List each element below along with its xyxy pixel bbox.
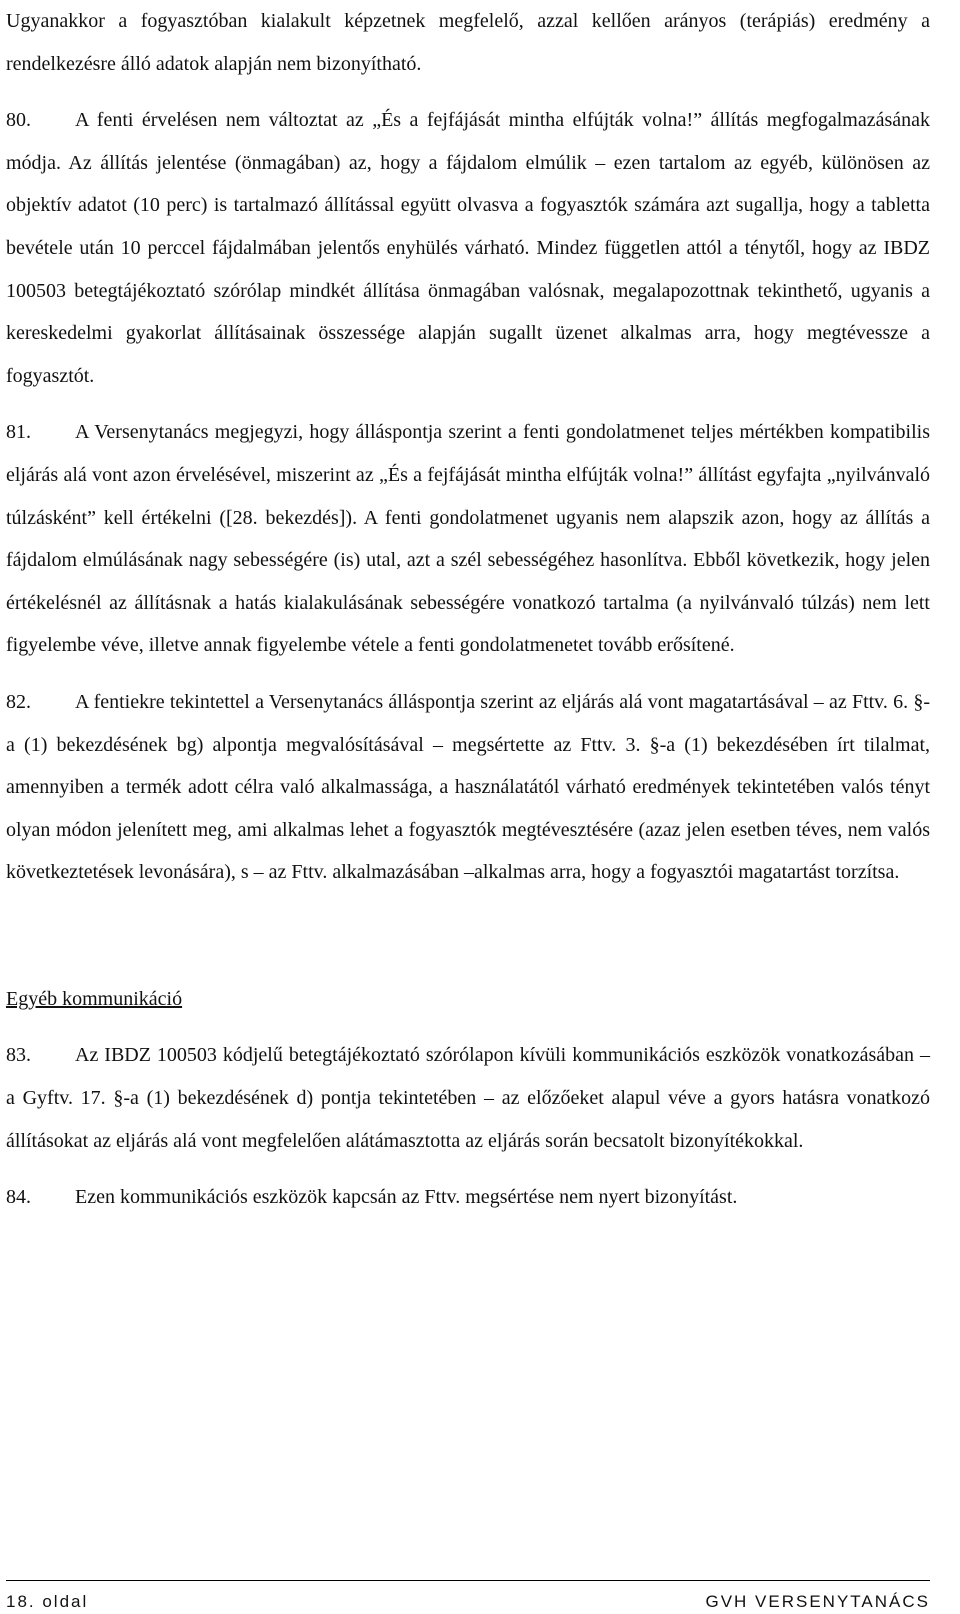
paragraph-text: Az IBDZ 100503 kódjelű betegtájékoztató szórólapon kívüli kommunikációs eszközök vonatkozásában – a Gyftv. 17. §-a (1) bekezdésének d) pontja tekintetében – az előzőeket alapul véve a gyors hatásra vonatkozó állításokat az eljárás alá vont megfelelően alátámasztotta az eljárás során becsatolt bizonyítékokkal. <box>6 1044 930 1152</box>
paragraph-number: 82. <box>6 690 31 713</box>
paragraph-number: 83. <box>6 1044 31 1067</box>
paragraph-80 <box>6 99 930 397</box>
paragraph-number: 81. <box>6 421 31 444</box>
paragraph-intro: Ugyanakkor a fogyasztóban kialakult képzetnek megfelelő, azzal kellően arányos (terápiás) eredmény a rendelkezésre álló adatok alapján nem bizonyítható. <box>6 10 930 75</box>
paragraph-81 <box>6 411 930 667</box>
paragraph-text: Ezen kommunikációs eszközök kapcsán az Fttv. megsértése nem nyert bizonyítást. <box>75 1186 738 1209</box>
paragraph-text: A Versenytanács megjegyzi, hogy álláspontja szerint a fenti gondolatmenet teljes mértékben kompatibilis eljárás alá vont azon érvelésével, miszerint az „És a fejfájását mintha elfújták volna!” állítást egyfajta „nyilvánvaló túlzásként” kell értékelni ([28. bekezdés]). A fenti gondolatmenet ugyanis nem alapszik azon, hogy az állítás a fájdalom elmúlásának nagy sebességére (is) utal, azt a szél sebességéhez hasonlítva. Ebből következik, hogy jelen értékelésnél az állításnak a hatás kialakulásának sebességére vonatkozó tartalma (a nyilvánvaló túlzás) nem lett figyelembe véve, illetve annak figyelembe vétele a fenti gondolatmenetet tovább erősítené. <box>6 421 930 657</box>
paragraph-83 <box>6 1034 930 1162</box>
paragraph-text: A fentiekre tekintettel a Versenytanács álláspontja szerint az eljárás alá vont magatartásával – az Fttv. 6. §-a (1) bekezdésének bg) alpontja megvalósításával – megsértette az Fttv. 3. §-a (1) bekezdésében írt tilalmat, amennyiben a termék adott célra való alkalmassága, a használatától várható eredmények tekintetében valós tényt olyan módon jelenített meg, ami alkalmas lehet a fogyasztók megtévesztésére (azaz jelen esetben téves, nem valós következtetések levonására), s – az Fttv. alkalmazásában –alkalmas arra, hogy a fogyasztói magatartást torzítsa. <box>6 690 930 884</box>
page-number: 18. oldal <box>6 1592 89 1611</box>
paragraph-84 <box>6 1176 930 1219</box>
footer-divider <box>6 1580 930 1581</box>
paragraph-number: 80. <box>6 109 31 132</box>
section-heading: Egyéb kommunikáció <box>6 987 183 1010</box>
page-footer <box>6 1590 930 1614</box>
paragraph-text: A fenti érvelésen nem változtat az „És a fejfájását mintha elfújták volna!” állítás megfogalmazásának módja. Az állítás jelentése (önmagában) az, hogy a fájdalom elmúlik – ezen tartalom az egyéb, különösen az objektív adatot (10 perc) is tartalmazó állítással együtt olvasva a fogyasztók számára azt sugallja, hogy a tabletta bevétele után 10 perccel fájdalmában jelentős enyhülés várható. Mindez független attól a ténytől, hogy az IBDZ 100503 betegtájékoztató szórólap mindkét állítása önmagában valósnak, megalapozottnak tekinthető, ugyanis a kereskedelmi gyakorlat állításainak összessége alapján sugallt üzenet alkalmas arra, hogy megtévessze a fogyasztót. <box>6 109 930 387</box>
paragraph-82 <box>6 681 930 894</box>
paragraph-number: 84. <box>6 1186 31 1209</box>
footer-organization: GVH VERSENYTANÁCS <box>705 1592 930 1611</box>
document-body <box>6 0 930 1219</box>
